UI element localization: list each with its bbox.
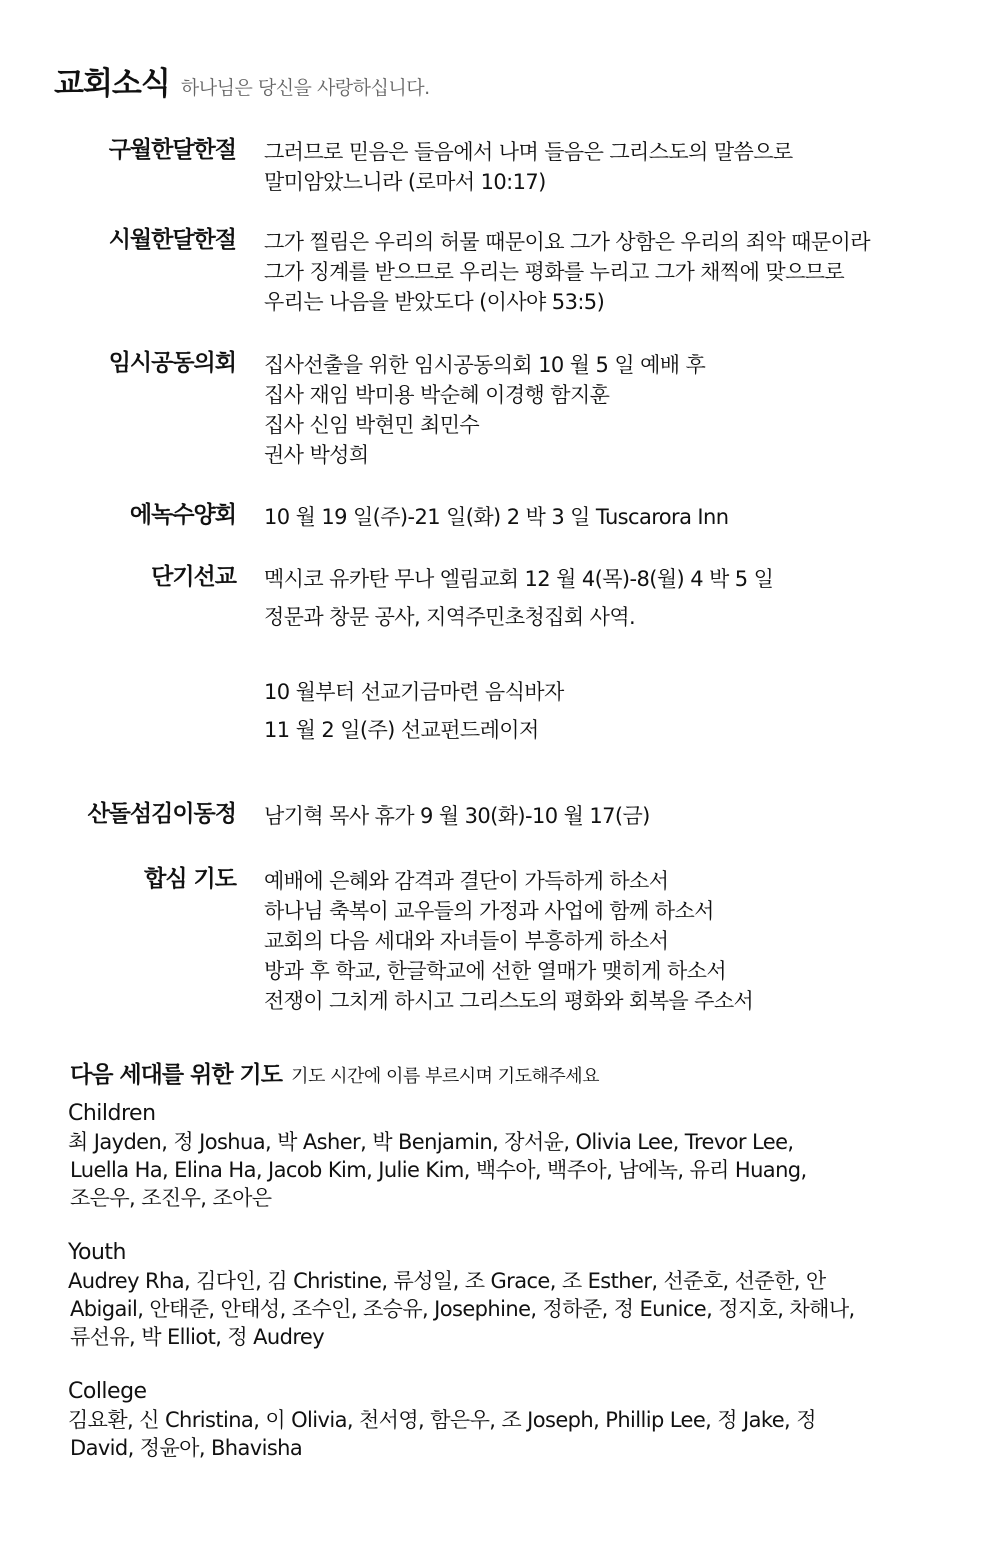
group-line: 류선유, 박 Elliot, 정 Audrey (70, 1325, 325, 1349)
section-line: 말미암았느니라 (로마서 10:17) (264, 170, 546, 194)
section-line: 그가 찔림은 우리의 허물 때문이요 그가 상함은 우리의 죄악 때문이라 (264, 230, 870, 254)
group-line: 조은우, 조진우, 조아은 (70, 1186, 272, 1210)
prayer-header (70, 1056, 599, 1089)
section-line: 11 월 2 일(주) 선교펀드레이저 (264, 718, 539, 742)
section-line: 전쟁이 그치게 하시고 그리스도의 평화와 회복을 주소서 (264, 989, 754, 1013)
prayer-group-youth (68, 1239, 948, 1351)
section-line: 멕시코 유카탄 무나 엘림교회 12 월 4(목)-8(월) 4 박 5 일 (264, 567, 774, 591)
group-name: Youth (68, 1240, 126, 1265)
section-line: 10 월부터 선교기금마련 음식바자 (264, 680, 564, 704)
group-name: Children (68, 1101, 156, 1126)
prayer-note: 기도 시간에 이름 부르시며 기도해주세요 (291, 1066, 600, 1087)
section-label: 구월한달한절 (108, 137, 236, 163)
section-body (264, 866, 964, 1016)
section-line: 그가 징계를 받으므로 우리는 평화를 누리고 그가 채찍에 맞으므로 (264, 260, 845, 284)
group-line: David, 정윤아, Bhavisha (70, 1436, 303, 1460)
section-label: 임시공동의회 (108, 350, 236, 376)
section-line: 남기혁 목사 휴가 9 월 30(화)-10 월 17(금) (264, 804, 650, 828)
section-body (264, 801, 964, 831)
section-line: 우리는 나음을 받았도다 (이사야 53:5) (264, 290, 605, 314)
section-line: 집사 재임 박미용 박순혜 이경행 함지훈 (264, 383, 610, 407)
section-label: 시월한달한절 (108, 227, 236, 253)
section-line: 권사 박성희 (264, 443, 369, 467)
prayer-group-college (68, 1378, 948, 1462)
section-label: 단기선교 (151, 564, 236, 590)
section-line: 예배에 은혜와 감격과 결단이 가득하게 하소서 (264, 869, 669, 893)
section-line: 정문과 창문 공사, 지역주민초청집회 사역. (264, 605, 636, 629)
page-title: 교회소식 (54, 66, 170, 102)
prayer-title: 다음 세대를 위한 기도 (70, 1062, 282, 1088)
group-line: Luella Ha, Elina Ha, Jacob Kim, Julie Kim, 백수아, 백주아, 남에녹, 유리 Huang, (70, 1158, 807, 1182)
section-line: 10 월 19 일(주)-21 일(화) 2 박 3 일 Tuscarora Inn (264, 505, 729, 529)
section-line: 집사 신임 박현민 최민수 (264, 413, 480, 437)
page-subtitle: 하나님은 당신을 사랑하십니다. (180, 77, 430, 99)
section-line: 집사선출을 위한 임시공동의회 10 월 5 일 예배 후 (264, 353, 706, 377)
group-line: Abigail, 안태준, 안태성, 조수인, 조승유, Josephine, 정하준, 정 Eunice, 정지호, 차해나, (70, 1297, 855, 1321)
group-name: College (68, 1379, 147, 1404)
section-body (264, 564, 964, 745)
group-line: 김요환, 신 Christina, 이 Olivia, 천서영, 함은우, 조 Joseph, Phillip Lee, 정 Jake, 정 (68, 1408, 816, 1432)
section-line: 그러므로 믿음은 들음에서 나며 들음은 그리스도의 말씀으로 (264, 140, 793, 164)
group-line: Audrey Rha, 김다인, 김 Christine, 류성일, 조 Grace, 조 Esther, 선준호, 선준한, 안 (68, 1269, 826, 1293)
prayer-group-children (68, 1100, 948, 1212)
section-label: 합심 기도 (144, 866, 236, 892)
section-body (264, 502, 964, 532)
section-label: 에녹수양회 (129, 502, 236, 528)
section-label: 산돌섬김이동정 (87, 801, 236, 827)
section-line: 하나님 축복이 교우들의 가정과 사업에 함께 하소서 (264, 899, 714, 923)
group-line: 최 Jayden, 정 Joshua, 박 Asher, 박 Benjamin, 장서윤, Olivia Lee, Trevor Lee, (68, 1130, 794, 1154)
section-body (264, 227, 964, 317)
section-body (264, 350, 964, 470)
page-header (54, 58, 430, 103)
section-body (264, 137, 964, 197)
section-line: 교회의 다음 세대와 자녀들이 부흥하게 하소서 (264, 929, 669, 953)
section-line: 방과 후 학교, 한글학교에 선한 열매가 맺히게 하소서 (264, 959, 727, 983)
